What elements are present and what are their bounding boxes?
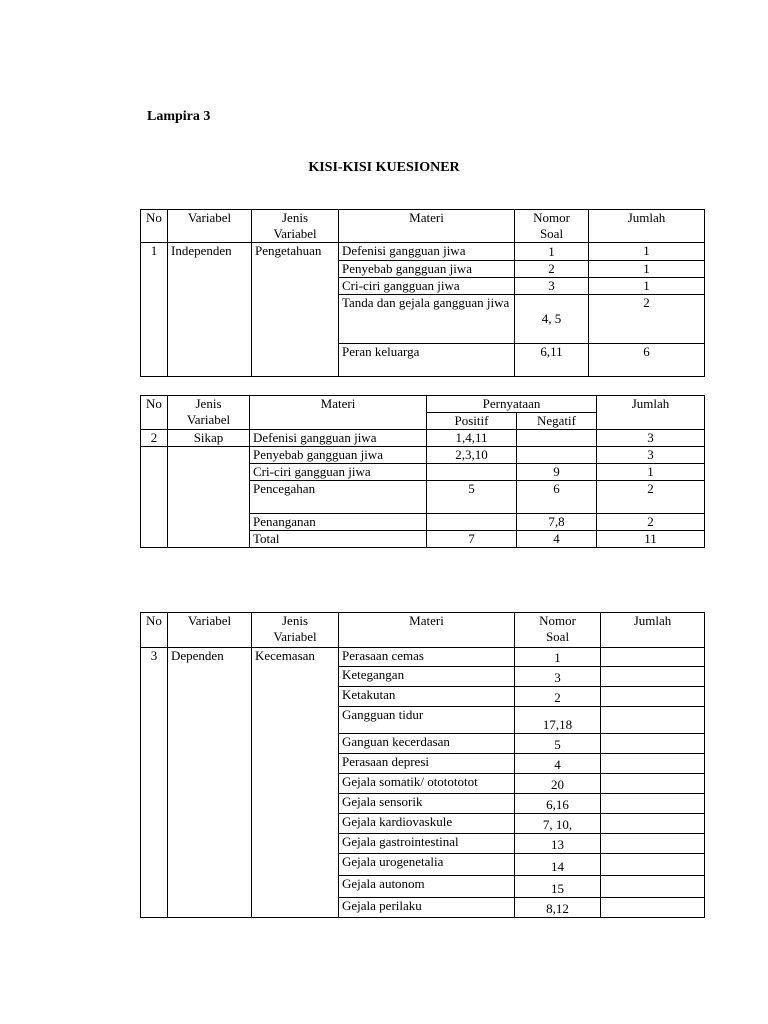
cell-materi: Peran keluarga [339,344,515,377]
cell-jumlah [601,707,705,734]
cell-materi: Tanda dan gejala gangguan jiwa [339,295,515,344]
cell-jenis: Sikap [168,430,250,447]
cell-jumlah [601,898,705,918]
cell-no: 3 [141,648,168,918]
header-materi: Materi [339,210,515,243]
cell-variabel: Dependen [168,648,252,918]
header-jumlah: Jumlah [597,396,705,430]
table-header-row [141,613,705,648]
cell-nomor: 3 [515,278,589,295]
cell-materi: Gejala somatik/ ototototot [339,774,515,794]
cell-nomor: 1 [515,648,601,667]
cell-positif [427,514,517,531]
cell-materi: Gangguan tidur [339,707,515,734]
cell-materi: Defenisi gangguan jiwa [339,243,515,261]
header-positif: Positif [427,413,517,430]
cell-materi: Gejala gastrointestinal [339,834,515,854]
cell-jumlah [601,687,705,707]
cell-materi: Penyebab gangguan jiwa [339,261,515,278]
cell-jenis-empty [168,447,250,548]
cell-negatif [517,430,597,447]
cell-jumlah: 1 [589,243,705,261]
cell-jumlah: 6 [589,344,705,377]
cell-jumlah: 2 [589,295,705,344]
header-materi: Materi [339,613,515,648]
cell-jumlah [601,734,705,754]
cell-materi: Penanganan [250,514,427,531]
header-no: No [141,613,168,648]
header-variabel: Variabel [168,210,252,243]
cell-jumlah: 2 [597,514,705,531]
header-jenis-variabel: Jenis Variabel [252,613,339,648]
cell-nomor: 7, 10, [515,814,601,834]
table-kecemasan [140,612,705,918]
header-jumlah: Jumlah [589,210,705,243]
table-row [141,648,705,667]
cell-jenis: Pengetahuan [252,243,339,377]
cell-no-empty [141,447,168,548]
header-nomor-soal: Nomor Soal [515,613,601,648]
cell-nomor: 14 [515,854,601,876]
header-negatif: Negatif [517,413,597,430]
table-row [141,243,705,261]
cell-negatif: 7,8 [517,514,597,531]
cell-materi: Gejala sensorik [339,794,515,814]
header-no: No [141,210,168,243]
cell-jumlah [601,814,705,834]
cell-nomor: 3 [515,667,601,687]
cell-jumlah: 1 [589,278,705,295]
cell-positif: 2,3,10 [427,447,517,464]
table-header-row [141,210,705,243]
header-no: No [141,396,168,430]
cell-no: 1 [141,243,168,377]
cell-jenis: Kecemasan [252,648,339,918]
header-jumlah: Jumlah [601,613,705,648]
cell-materi: Ganguan kecerdasan [339,734,515,754]
cell-materi: Defenisi gangguan jiwa [250,430,427,447]
cell-nomor: 1 [515,243,589,261]
cell-materi: Gejala perilaku [339,898,515,918]
cell-nomor: 4, 5 [515,295,589,344]
cell-nomor: 5 [515,734,601,754]
cell-materi: Ketakutan [339,687,515,707]
cell-jumlah: 3 [597,447,705,464]
cell-positif [427,464,517,481]
cell-materi: Cri-ciri gangguan jiwa [339,278,515,295]
table-header-row [141,396,705,413]
cell-nomor: 20 [515,774,601,794]
table-sikap [140,395,705,548]
page-title: KISI-KISI KUESIONER [308,160,460,175]
table-row [141,430,705,447]
header-variabel: Variabel [168,613,252,648]
header-jenis-variabel: Jenis Variabel [168,396,250,430]
cell-jumlah: 2 [597,481,705,514]
cell-materi: Perasaan cemas [339,648,515,667]
header-pernyataan: Pernyataan [427,396,597,413]
cell-materi: Ketegangan [339,667,515,687]
cell-total-jumlah: 11 [597,531,705,548]
cell-no: 2 [141,430,168,447]
cell-nomor: 6,11 [515,344,589,377]
cell-jumlah: 1 [597,464,705,481]
cell-nomor: 2 [515,261,589,278]
table-pengetahuan [140,209,705,377]
cell-jumlah [601,834,705,854]
cell-jumlah: 3 [597,430,705,447]
cell-nomor: 15 [515,876,601,898]
cell-jumlah [601,794,705,814]
cell-negatif [517,447,597,464]
table-row [141,447,705,464]
cell-materi: Gejala autonom [339,876,515,898]
cell-materi: Pencegahan [250,481,427,514]
cell-materi: Gejala kardiovaskule [339,814,515,834]
cell-materi: Penyebab gangguan jiwa [250,447,427,464]
header-nomor-soal: Nomor Soal [515,210,589,243]
cell-total-label: Total [250,531,427,548]
cell-positif: 1,4,11 [427,430,517,447]
header-materi: Materi [250,396,427,430]
cell-negatif: 9 [517,464,597,481]
cell-jumlah [601,774,705,794]
cell-positif: 5 [427,481,517,514]
cell-total-negatif: 4 [517,531,597,548]
cell-materi: Perasaan depresi [339,754,515,774]
cell-materi: Gejala urogenetalia [339,854,515,876]
cell-materi: Cri-ciri gangguan jiwa [250,464,427,481]
header-jenis-variabel: Jenis Variabel [252,210,339,243]
cell-nomor: 2 [515,687,601,707]
cell-jumlah [601,648,705,667]
cell-nomor: 6,16 [515,794,601,814]
cell-nomor: 4 [515,754,601,774]
cell-nomor: 13 [515,834,601,854]
cell-total-positif: 7 [427,531,517,548]
cell-jumlah: 1 [589,261,705,278]
cell-nomor: 8,12 [515,898,601,918]
attachment-label: Lampira 3 [147,109,211,124]
cell-jumlah [601,854,705,876]
cell-jumlah [601,667,705,687]
cell-nomor: 17,18 [515,707,601,734]
cell-jumlah [601,876,705,898]
cell-jumlah [601,754,705,774]
cell-negatif: 6 [517,481,597,514]
cell-variabel: Independen [168,243,252,377]
